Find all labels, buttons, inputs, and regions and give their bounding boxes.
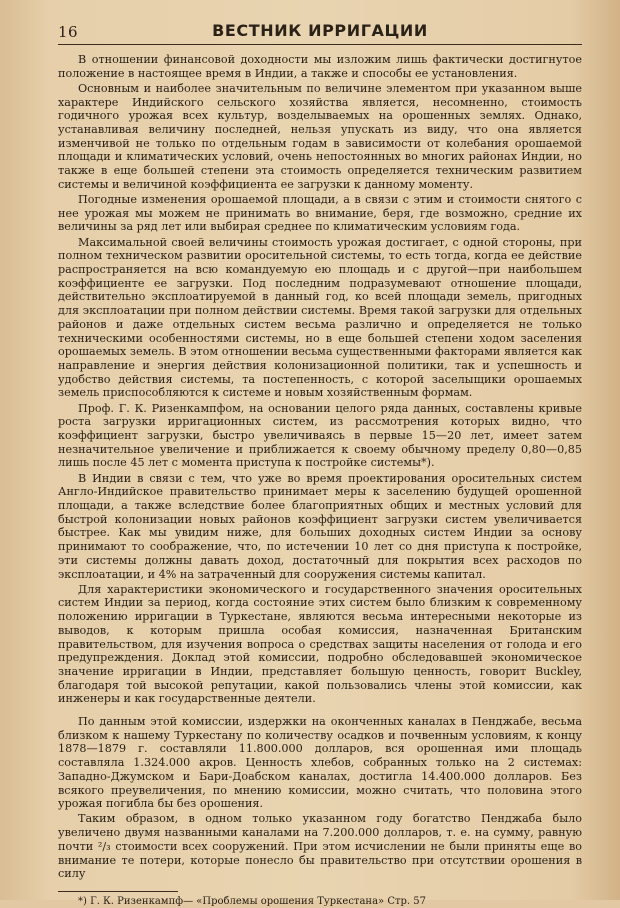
footnote-divider — [58, 891, 178, 892]
page-header — [58, 18, 582, 45]
article-body — [58, 53, 582, 908]
page-number: 16 — [58, 23, 79, 41]
journal-title: ВЕСТНИК ИРРИГАЦИИ — [212, 21, 428, 40]
paragraph-6: В Индии в связи с тем, что уже во время проектирования оросительных систем Англо-Индийское правительство принимает меры к заселению будущей орошенной площади, а также вследствие более благоприятных общих и местных условий для быстрой колонизации новых районов коэффициент загрузки систем увеличивается быстрее. Как мы увидим ниже, для больших доходных систем Индии за основу принимают то соображение, что, по истечении 10 лет со дня приступа к постройке, эти системы должны давать доход, достаточный для покрытия всех расходов по эксплоатации, и 4% на затраченный для сооружения системы капитал. — [58, 471, 582, 581]
paragraph-3: Погодные изменения орошаемой площади, а в связи с этим и стоимости снятого с нее урожая мы можем не принимать во внимание, беря, где возможно, средние их величины за ряд лет или выбирая среднее по климатическим условиям года. — [58, 193, 582, 234]
paragraph-7: Для характеристики экономического и государственного значения оросительных систем Индии за период, когда состояние этих систем было близким к современному положению ирригации в Туркестане, являются весьма интересными некоторые из выводов, к которым пришла особая комиссия, назначенная Британским правительством, для изучения вопроса о средствах защиты населения от голода и его предупреждения. Доклад этой комиссии, подробно обследовавшей экономическое значение ирригации в Индии, представляет большую ценность, говорит Buckley, благодаря той высокой репутации, какой пользовались члены этой комиссии, как инженеры и как государственные деятели. — [58, 582, 582, 706]
paragraph-4: Максимальной своей величины стоимость урожая достигает, с одной стороны, при полном техническом развитии оросительной системы, то есть тогда, когда ее действие распространяется на всю командуемую ею площадь и с другой—при наибольшем коэффициенте ее загрузки. Под последним подразумевают отношение площади, действительно эксплоатируемой в данный год, ко всей площади земель, пригодных для эксплоатации при полном действии системы. Время такой загрузки для отдельных районов и даже отдельных систем весьма различно и определяется не только техническими особенностями системы, но в еще большей степени ходом заселения орошаемых земель. В этом отношении весьма существенными факторами является как направление и энергия действия колонизационной политики, так и успешность и удобство действия системы, та постепенность, с которой заселыщики орошаемых земель приспособляются к системе и новым хозяйственным формам. — [58, 235, 582, 400]
paragraph-1: В отношении финансовой доходности мы изложим лишь фактически достигнутое положение в настоящее время в Индии, а также и способы ее установления. — [58, 53, 582, 80]
paragraph-8: По данным этой комиссии, издержки на оконченных каналах в Пенджабе, весьма близком к нашему Туркестану по количеству осадков и почвенным условиям, к концу 1878—1879 г. составляли 11.800.000 долларов, вся орошенная ими площадь составляла 1.324.000 акров. Ценность хлебов, собранных только на 2 системах: Западно-Джумском и Бари-Доабском каналах, достигла 14.400.000 долларов. Без всякого преувеличения, по мнению комиссии, можно считать, что половина этого урожая погибла бы без орошения. — [58, 715, 582, 811]
paragraph-5: Проф. Г. К. Ризенкампфом, на основании целого ряда данных, составлены кривые роста загрузки ирригационных систем, из рассмотрения которых видно, что коэффициент загрузки, быстро увеличиваясь в первые 15—20 лет, имеет затем незначительное увеличение и приближается к своему обычному пределу 0,80—0,85 лишь после 45 лет с момента приступа к постройке системы*). — [58, 401, 582, 470]
paragraph-2: Основным и наиболее значительным по величине элементом при указанном выше характере Индийского сельского хозяйства является, несомненно, стоимость годичного урожая всех культур, возделываемых на орошенных землях. Однако, устанавливая величину последней, нельзя упускать из виду, что она является изменчивой не только по отдельным годам в зависимости от колебания орошаемой площади и климатических условий, очень непостоянных во многих районах Индии, но также в еще большей степени эта стоимость определяется техническим развитием системы и величиной коэффициента ее загрузки к данному моменту. — [58, 81, 582, 191]
paragraph-9: Таким образом, в одном только указанном году богатство Пенджаба было увеличено двумя названными каналами на 7.200.000 долларов, т. е. на сумму, равную почти ²/₃ стоимости всех сооружений. При этом исчислении не были приняты еще во внимание те потери, которые понесло бы правительство при отсутствии орошения в силу — [58, 812, 582, 881]
footnote: *) Г. К. Ризенкампф— «Проблемы орошения Туркестана» Стр. 57 — [78, 895, 426, 907]
